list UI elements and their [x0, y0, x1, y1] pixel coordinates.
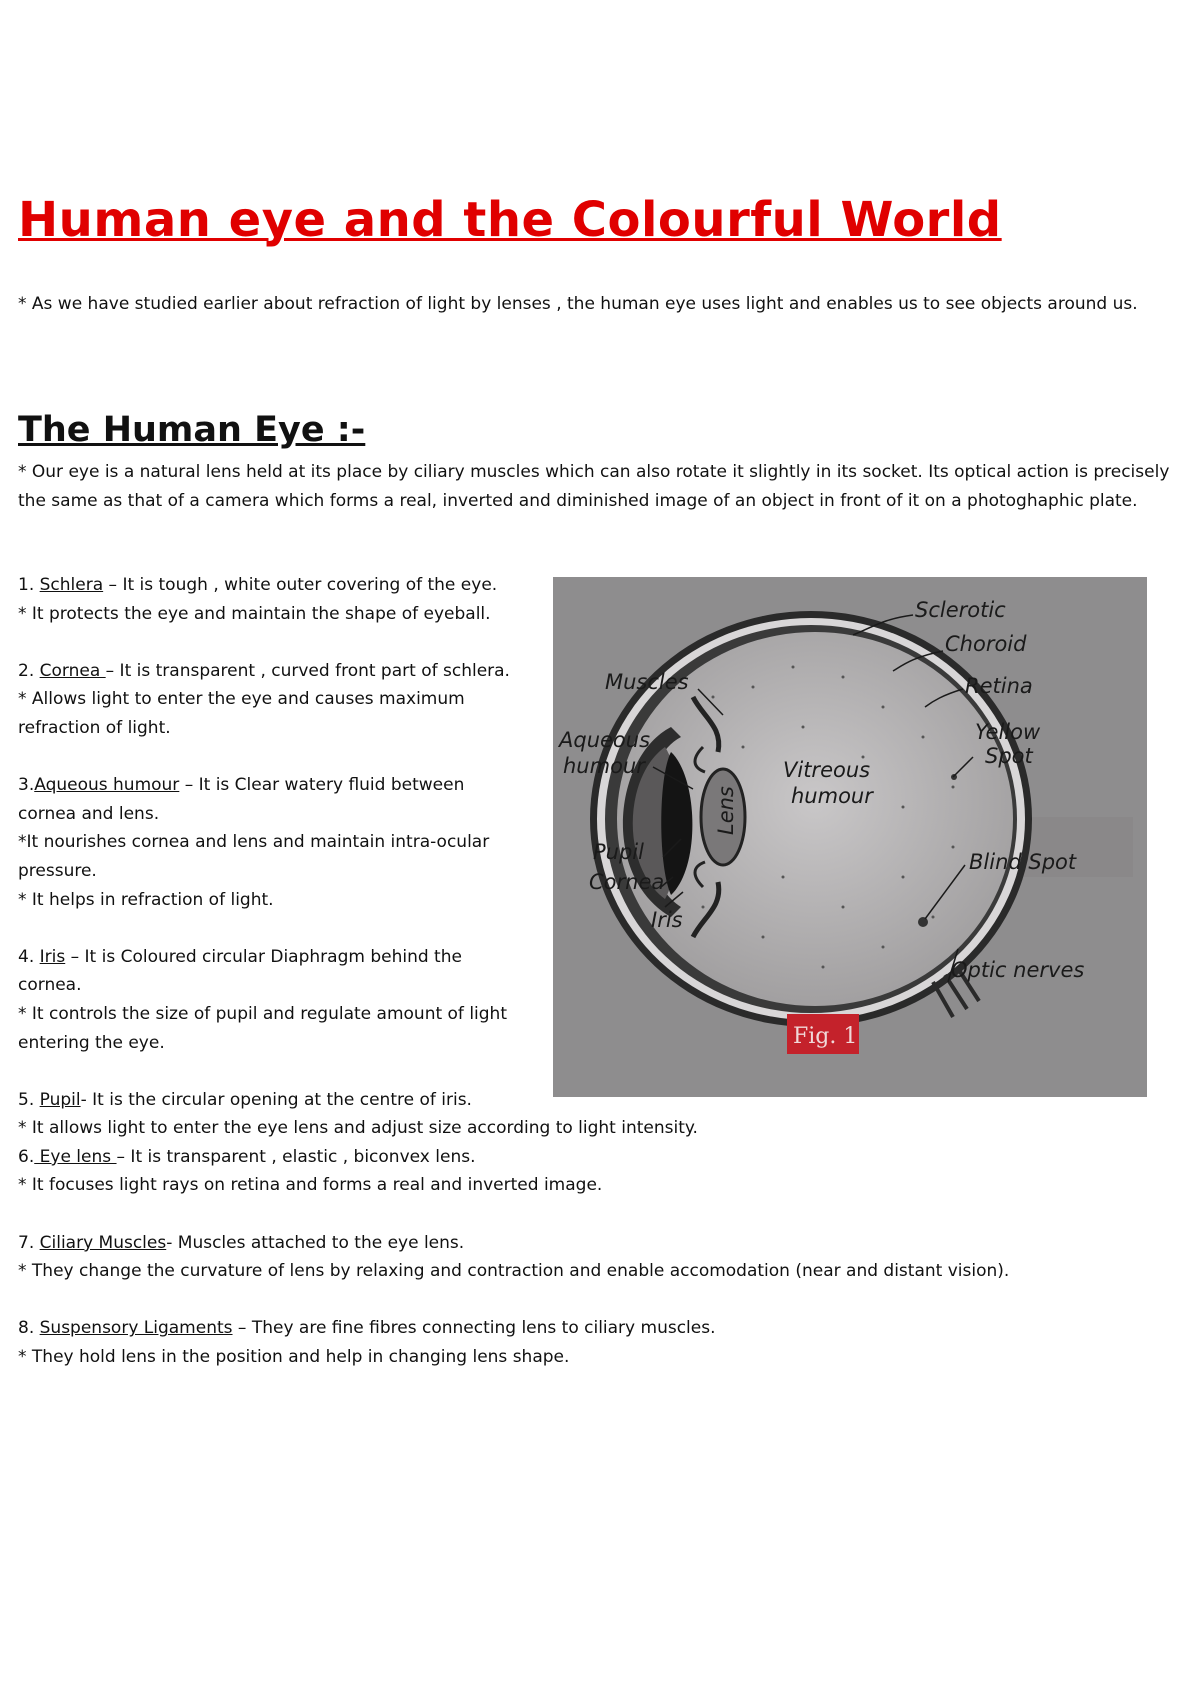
item-number: 7. [18, 1232, 40, 1253]
label-pupil: Pupil [593, 840, 644, 864]
item-definition: – It is transparent , elastic , biconvex lens. [116, 1146, 476, 1167]
item-point: * It allows light to enter the eye lens and adjust size according to light intensity. [18, 1118, 698, 1139]
list-item [18, 771, 523, 914]
item-heading [18, 1314, 1178, 1343]
item-point: * It focuses light rays on retina and forms a real and inverted image. [18, 1175, 603, 1196]
item-definition: - It is the circular opening at the centre of iris. [80, 1089, 472, 1110]
item-point: * They change the curvature of lens by relaxing and contraction and enable accomodation (near and distant vision). [18, 1261, 1010, 1282]
item-point: * They hold lens in the position and help in changing lens shape. [18, 1347, 570, 1368]
item-number: 6. [18, 1146, 35, 1167]
label-aqueous: Aqueous [559, 728, 651, 752]
list-item [18, 1314, 1178, 1371]
item-heading [18, 571, 523, 600]
item-heading [18, 771, 523, 828]
item-number: 4. [18, 946, 40, 967]
item-definition: – It is tough , white outer covering of the eye. [103, 575, 498, 595]
label-retina: Retina [965, 674, 1033, 698]
label-optic-nerves: Optic nerves [951, 958, 1085, 982]
label-spot: Spot [985, 744, 1033, 768]
item-number: 8. [18, 1318, 40, 1339]
label-vitreous: Vitreous [783, 758, 871, 782]
label-yellow: Yellow [975, 720, 1041, 744]
item-definition: – It is Coloured circular Diaphragm behind the cornea. [18, 946, 462, 996]
item-term: Ciliary Muscles [39, 1232, 167, 1253]
item-term: Cornea [39, 660, 106, 681]
label-choroid: Choroid [945, 632, 1027, 656]
item-number: 3. [18, 775, 35, 796]
label-sclerotic: Sclerotic [915, 598, 1006, 622]
label-cornea: Cornea [589, 870, 665, 894]
label-lens: Lens [714, 786, 738, 835]
figure-caption: Fig. 1 [793, 1024, 858, 1049]
item-heading [18, 1143, 1178, 1172]
item-point: * It helps in refraction of light. [18, 889, 274, 910]
list-item [18, 943, 523, 1057]
item-definition: - Muscles attached to the eye lens. [166, 1232, 465, 1253]
item-term: Pupil [39, 1089, 81, 1110]
item-term: Suspensory Ligaments [39, 1318, 233, 1339]
item-point: * Allows light to enter the eye and causes maximum refraction of light. [18, 689, 465, 738]
item-number: 1. [18, 575, 40, 595]
item-number: 5. [18, 1089, 40, 1110]
item-heading [18, 657, 523, 686]
item-number: 2. [18, 660, 40, 681]
item-definition: – It is transparent , curved front part of schlera. [105, 660, 510, 681]
label-vitreous-humour: humour [791, 784, 873, 808]
eye-diagram [553, 577, 1147, 1097]
item-point: * It controls the size of pupil and regulate amount of light entering the eye. [18, 1003, 507, 1053]
list-item [18, 1229, 1178, 1286]
item-term: Eye lens [34, 1146, 117, 1167]
item-heading [18, 1229, 1178, 1258]
page-title: Human eye and the Colourful World [18, 192, 1002, 248]
item-point: * It protects the eye and maintain the shape of eyeball. [18, 603, 491, 624]
label-muscles: Muscles [605, 670, 689, 694]
item-term: Iris [39, 946, 66, 967]
item-point: *It nourishes cornea and lens and maintain intra-ocular pressure. [18, 832, 490, 881]
label-blind-spot: Blind Spot [969, 850, 1077, 874]
list-item [18, 571, 523, 628]
label-humour: humour [563, 754, 645, 778]
item-term: Aqueous humour [34, 775, 180, 796]
label-iris: Iris [651, 908, 683, 932]
item-definition: – They are fine fibres connecting lens to ciliary muscles. [232, 1318, 716, 1339]
intro-paragraph: * As we have studied earlier about refraction of light by lenses , the human eye uses light and enables us to see objects around us. [18, 294, 1138, 314]
list-item [18, 1143, 1178, 1200]
item-heading [18, 943, 523, 1000]
eye-intro-paragraph: * Our eye is a natural lens held at its place by ciliary muscles which can also rotate it slightly in its socket. Its optical action is precisely the same as that of a camera which forms a real, inverted and diminished image of an object in front of it on a photoghaphic plate. [18, 462, 1170, 511]
section-heading: The Human Eye :- [18, 410, 366, 450]
item-definition: – It is Clear watery fluid between cornea and lens. [18, 775, 465, 824]
list-item [18, 657, 523, 743]
item-term: Schlera [39, 575, 104, 595]
